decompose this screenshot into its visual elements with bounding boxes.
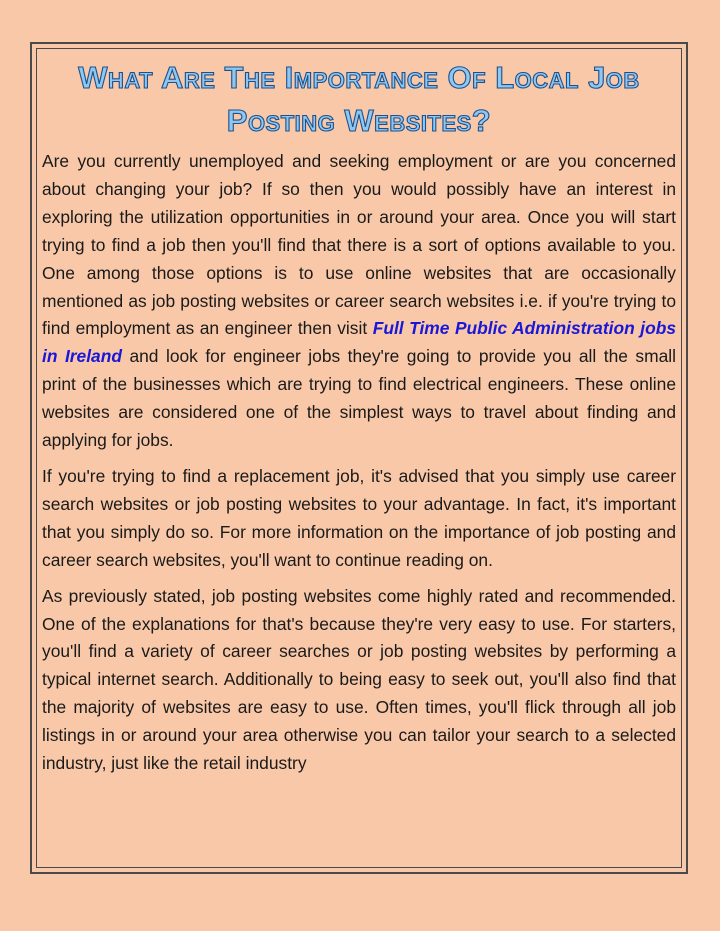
article	[42, 56, 676, 786]
paragraph-1-text-before: Are you currently unemployed and seeking employment or are you concerned about changing your job? If so then you would possibly have an interest in exploring the utilization opportunities in or around your area. Once you will start trying to find a job then you'll find that there is a sort of options available to you. One among those options is to use online websites that are occasionally mentioned as job posting websites or career search websites i.e. if you're trying to find employment as an engineer then visit	[42, 151, 676, 339]
paragraph-1	[42, 148, 676, 455]
public-administration-jobs-link[interactable]: Full Time Public Administration jobs in Ireland	[42, 318, 677, 367]
paragraph-1-text-after: and look for engineer jobs they're going to provide you all the small print of the businesses which are trying to find electrical engineers. These online websites are considered one of the simplest ways to travel about finding and applying for jobs.	[42, 346, 676, 451]
paragraph-2: If you're trying to find a replacement job, it's advised that you simply use career search websites or job posting websites to your advantage. In fact, it's important that you simply do so. For more information on the importance of job posting and career search websites, you'll want to continue reading on.	[42, 465, 676, 570]
article-title: What Are The Importance Of Local Job Posting Websites?	[78, 60, 640, 138]
paragraph-3: As previously stated, job posting websites come highly rated and recommended. One of the explanations for that's because they're very easy to use. For starters, you'll find a variety of career searches or job posting websites by performing a typical internet search. Additionally to being easy to seek out, you'll also find that the majority of websites are easy to use. Often times, you'll flick through all job listings in or around your area otherwise you can tailor your search to a selected industry, just like the retail industry	[42, 585, 676, 774]
